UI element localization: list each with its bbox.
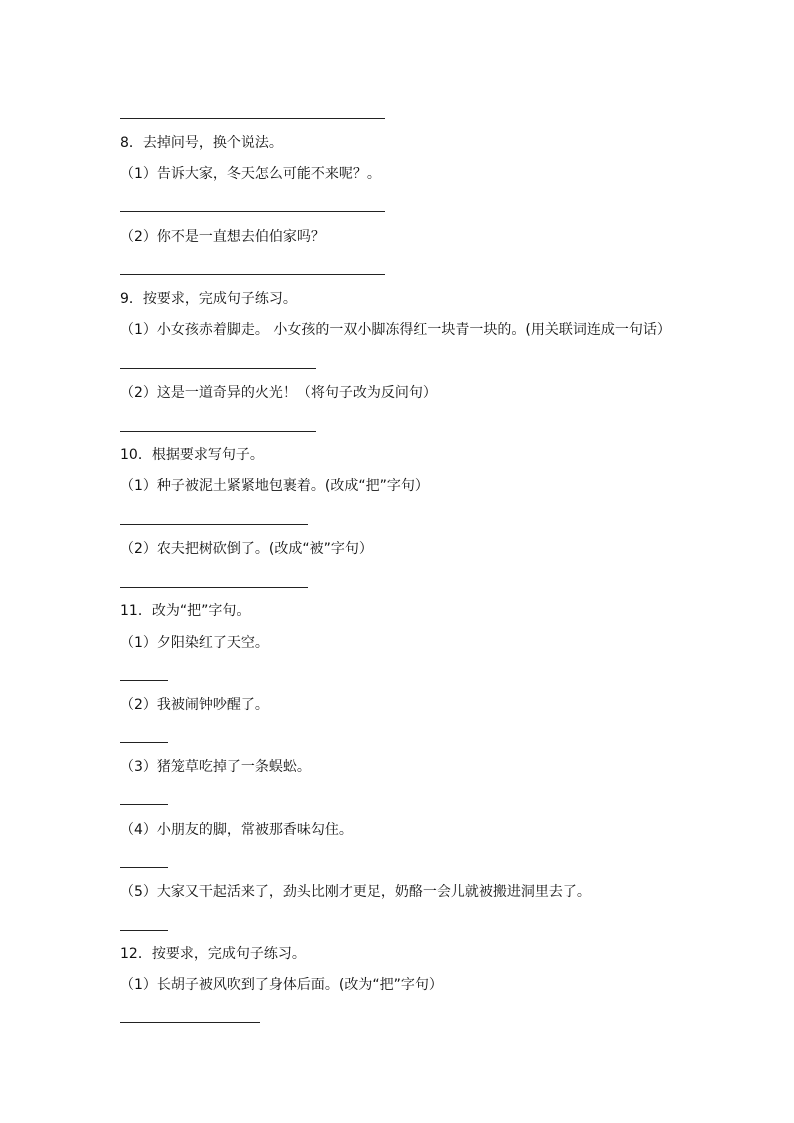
question-11-title: 11．改为“把”字句。 bbox=[120, 603, 251, 619]
answer-line[interactable] bbox=[120, 524, 308, 525]
question-8-item-2: （2）你不是一直想去伯伯家吗？ bbox=[120, 229, 325, 245]
question-11-item-1: （1）夕阳染红了天空。 bbox=[120, 635, 269, 651]
answer-line[interactable] bbox=[120, 431, 316, 432]
question-11-item-5: （5）大家又干起活来了，劲头比刚才更足，奶酪一会儿就被搬进洞里去了。 bbox=[120, 884, 591, 900]
question-10-item-1: （1）种子被泥土紧紧地包裹着。(改成“把”字句） bbox=[120, 478, 429, 494]
question-8-title: 8．去掉问号，换个说法。 bbox=[120, 135, 283, 151]
answer-line[interactable] bbox=[120, 368, 316, 369]
question-10-title: 10．根据要求写句子。 bbox=[120, 447, 264, 463]
question-11-item-2: （2）我被闹钟吵醒了。 bbox=[120, 697, 269, 713]
question-12-item-1: （1）长胡子被风吹到了身体后面。(改为“把”字句） bbox=[120, 977, 443, 993]
question-10-item-2: （2）农夫把树砍倒了。(改成“被”字句） bbox=[120, 541, 373, 557]
answer-line[interactable] bbox=[120, 1022, 260, 1023]
answer-line[interactable] bbox=[120, 804, 168, 805]
question-11-item-4: （4）小朋友的脚，常被那香味勾住。 bbox=[120, 822, 353, 838]
answer-line[interactable] bbox=[120, 680, 168, 681]
question-12-title: 12．按要求，完成句子练习。 bbox=[120, 946, 306, 962]
answer-line[interactable] bbox=[120, 867, 168, 868]
answer-line[interactable] bbox=[120, 742, 168, 743]
question-8-item-1: （1）告诉大家，冬天怎么可能不来呢？。 bbox=[120, 166, 381, 182]
question-11-item-3: （3）猪笼草吃掉了一条蜈蚣。 bbox=[120, 759, 311, 775]
answer-line[interactable] bbox=[120, 274, 385, 275]
answer-line[interactable] bbox=[120, 118, 385, 119]
question-9-title: 9．按要求，完成句子练习。 bbox=[120, 291, 297, 307]
answer-line[interactable] bbox=[120, 211, 385, 212]
question-9-item-2: （2）这是一道奇异的火光！（将句子改为反问句） bbox=[120, 385, 437, 401]
answer-line[interactable] bbox=[120, 930, 168, 931]
answer-line[interactable] bbox=[120, 587, 308, 588]
question-9-item-1: （1）小女孩赤着脚走。 小女孩的一双小脚冻得红一块青一块的。(用关联词连成一句话） bbox=[120, 322, 671, 338]
